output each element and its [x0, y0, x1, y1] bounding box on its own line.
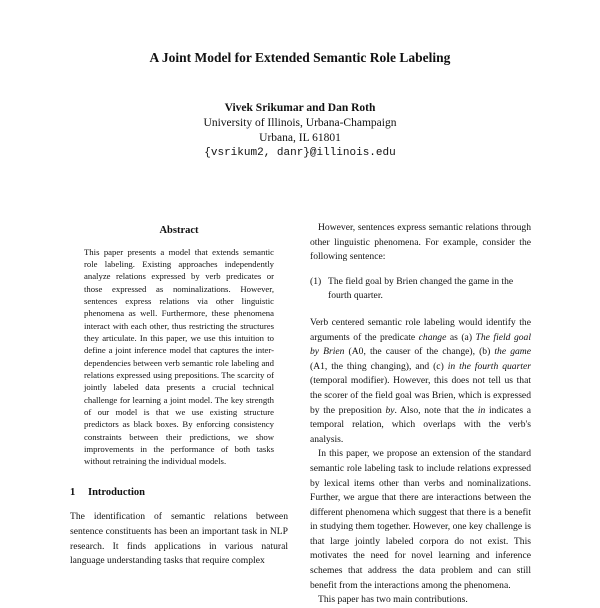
paragraph-3: In this paper, we propose an extension of the standard semantic role labeling task to include relations expressed by lexical items other than verbs and nominalizations. Further, we argue that there are interactions between the different phenomena which suggest that there is a benefit in studying them together. However, one key challenge is that large jointly labeled corpora do not exist. This motivates the need for novel learning and inference schemes that address the data problem and can still benefit from the interactions among the phenomena.: [310, 448, 531, 591]
author-names: Vivek Srikumar and Dan Roth: [224, 102, 376, 114]
paper-title: A Joint Model for Extended Semantic Role Labeling: [149, 50, 451, 65]
paragraph-4: This paper has two main contributions.: [318, 594, 468, 606]
right-column: [310, 221, 531, 608]
example-text: The field goal by Brien changed the game in the fourth quarter.: [328, 275, 514, 302]
introduction-heading: [70, 486, 288, 501]
introduction-text: The identification of semantic relations between sentence constituents has been an important task in NLP research. It finds applications in various natural language understanding tasks that require complex: [70, 511, 288, 567]
paragraph-1: However, sentences express semantic relations through other linguistic phenomena. For example, consider the following sentence:: [310, 222, 531, 263]
example-number: (1): [310, 275, 322, 287]
left-column: [70, 224, 288, 569]
section-number: 1: [70, 486, 76, 498]
abstract-text: This paper presents a model that extends semantic role labeling. Existing approaches independently analyze relations expressed by verb predicates or those expressed as nominalizations. However, sentences express relations via other linguistic phenomena as well. Furthermore, these phenomena interact with each other, thus restricting the structures they articulate. In this paper, we use this intuition to define a joint inference model that captures the inter-dependencies between verb semantic role labeling and relations expressed using prepositions. The scarcity of jointly labeled data presents a crucial technical challenge for learning a joint model. The key strength of our model is that we use existing structure predictors as black boxes. By enforcing consistency constraints between their predictions, we show improvements in the performance of both tasks without retraining the individual models.: [84, 246, 274, 467]
location: Urbana, IL 61801: [259, 132, 341, 144]
abstract-heading: Abstract: [159, 225, 199, 236]
paragraph-2: Verb centered semantic role labeling would identify the arguments of the predicate change as (a) The field goal by Brien (A0, the causer of the change), (b) the game (A1, the thing changing), and (c) in the fourth quarter (temporal modifier). However, this does not tell us that the scorer of the field goal was Brien, which is expressed by the preposition by. Also, note that the in indicates a temporal relation, which overlaps with the verb's analysis.: [310, 316, 532, 445]
author-block: [0, 101, 600, 161]
author-email: {vsrikum2, danr}@illinois.edu: [204, 147, 396, 159]
example-sentence: [310, 275, 531, 304]
section-title: Introduction: [88, 486, 145, 498]
affiliation: University of Illinois, Urbana-Champaign: [203, 117, 397, 129]
